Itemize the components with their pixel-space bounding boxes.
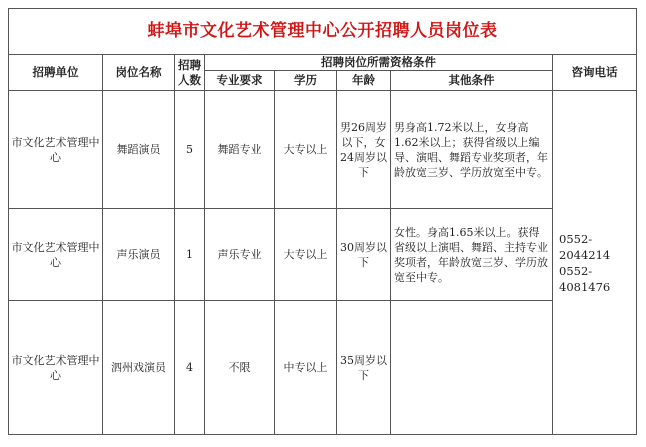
cell-age: 35周岁以下 [337,301,391,435]
cell-count: 4 [175,301,205,435]
page-title: 蚌埠市文化艺术管理中心公开招聘人员岗位表 [9,9,637,55]
recruitment-table [8,8,637,435]
cell-education: 大专以上 [275,91,337,209]
cell-age: 男26周岁以下，女24周岁以下 [337,91,391,209]
cell-position: 泗州戏演员 [103,301,175,435]
header-conditions: 招聘岗位所需资格条件 [205,55,553,71]
cell-unit: 市文化艺术管理中心 [9,301,103,435]
cell-major: 舞蹈专业 [205,91,275,209]
table-row [9,301,637,435]
cell-unit: 市文化艺术管理中心 [9,209,103,301]
cell-phone [553,91,637,435]
header-age: 年龄 [337,71,391,91]
phone-line1: 0552- [559,231,593,246]
cell-other: 女性。身高1.65米以上。获得省级以上演唱、舞蹈、主持专业奖项者，年龄放宽三岁、学历放宽至中专。 [391,209,553,301]
header-count [175,55,205,91]
header-education: 学历 [275,71,337,91]
header-phone: 咨询电话 [553,55,637,91]
cell-count: 1 [175,209,205,301]
phone-line3: 0552- [559,263,593,278]
cell-position: 声乐演员 [103,209,175,301]
cell-education: 大专以上 [275,209,337,301]
header-unit: 招聘单位 [9,55,103,91]
cell-unit: 市文化艺术管理中心 [9,91,103,209]
cell-major: 声乐专业 [205,209,275,301]
cell-age: 30周岁以下 [337,209,391,301]
cell-major: 不限 [205,301,275,435]
phone-line2: 2044214 [559,247,611,262]
header-count-line2: 人数 [178,72,201,87]
cell-other [391,301,553,435]
cell-other: 男身高1.72米以上，女身高1.62米以上；获得省级以上编导、演唱、舞蹈专业奖项者，年龄放宽三岁、学历放宽至中专。 [391,91,553,209]
cell-position: 舞蹈演员 [103,91,175,209]
header-major: 专业要求 [205,71,275,91]
phone-line4: 4081476 [559,279,611,294]
cell-education: 中专以上 [275,301,337,435]
page [8,8,636,431]
header-other: 其他条件 [391,71,553,91]
table-row [9,209,637,301]
header-count-line1: 招聘 [178,57,201,72]
table-row [9,91,637,209]
header-position: 岗位名称 [103,55,175,91]
cell-count: 5 [175,91,205,209]
